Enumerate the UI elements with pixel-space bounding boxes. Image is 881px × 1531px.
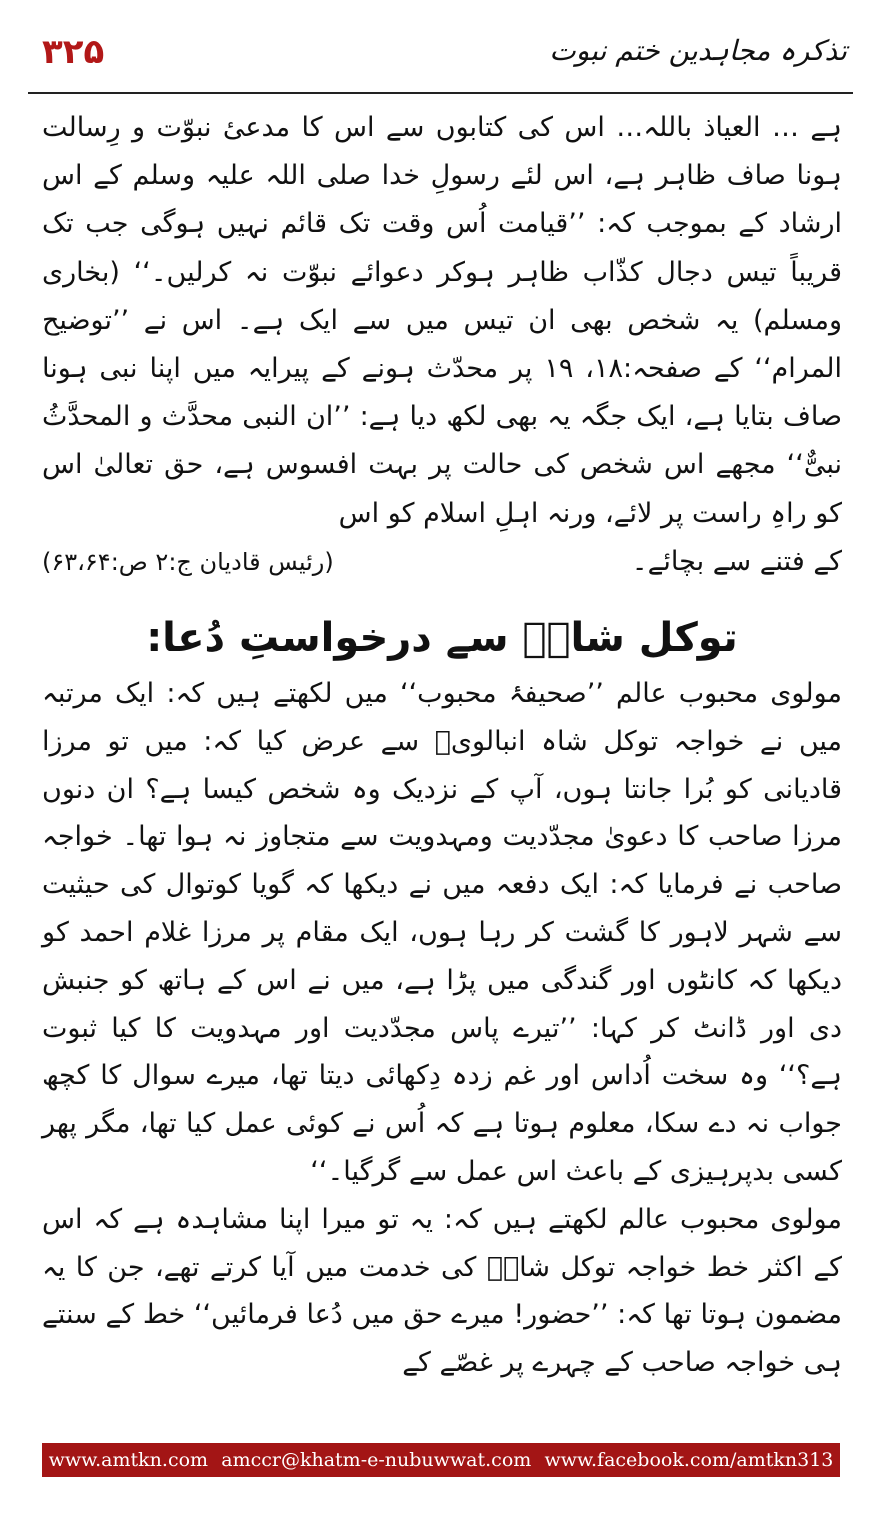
- section-2-paragraph-2: مولوی محبوب عالم لکھتے ہیں کہ: یہ تو میرا اپنا مشاہدہ ہے کہ اس کے اکثر خط خواجہ توکل شاہؒ کی خدمت میں آیا کرتے تھے، جن کا یہ مضمون ہوتا تھا کہ: ’’حضور! میرے حق میں دُعا فرمائیں‘‘ خط کے سنتے ہی خواجہ صاحب کے چہرے پر غصّے کے: [42, 1203, 842, 1379]
- section-1-last-line: کے فتنے سے بچائے۔: [631, 545, 842, 577]
- section-1-body: [42, 104, 842, 586]
- header-divider: [28, 92, 853, 94]
- footer-email-link[interactable]: amccr@khatm-e-nubuwwat.com: [221, 1449, 532, 1471]
- section-1-paragraph: ہے … العیاذ باللہ… اس کی کتابوں سے اس کا مدعیٔ نبوّت و رِسالت ہونا صاف ظاہر ہے، اس لئے رسولِ خدا صلی اللہ علیہ وسلم کے اس ارشاد کے بموجب کہ: ’’قیامت اُس وقت تک قائم نہیں ہوگی جب تک قریباً تیس دجال کذّاب ظاہر ہوکر دعوائے نبوّت نہ کرلیں۔‘‘ (بخاری ومسلم) یہ شخص بھی ان تیس میں سے ایک ہے۔ اس نے ’’توضیح المرام‘‘ کے صفحہ:۱۸، ۱۹ پر محدّث ہونے کے پیرایہ میں اپنا نبی ہونا صاف بتایا ہے، ایک جگہ یہ بھی لکھ دیا ہے: ’’ان النبی محدَّث و المحدَّثُ نبیٌّ‘‘ مجھے اس شخص کی حالت پر بہت افسوس ہے، حق تعالیٰ اس کو راہِ راست پر لائے، ورنہ اہلِ اسلام کو اس: [42, 112, 842, 529]
- footer-website-link[interactable]: www.amtkn.com: [48, 1449, 209, 1471]
- section-2-paragraph-1: مولوی محبوب عالم ’’صحیفۂ محبوب‘‘ میں لکھتے ہیں کہ: ایک مرتبہ میں نے خواجہ توکل شاہ انبالویؒ سے عرض کیا کہ: میں تو مرزا قادیانی کو بُرا جانتا ہوں، آپ کے نزدیک وہ شخص کیسا ہے؟ ان دنوں مرزا صاحب کا دعویٰ مجدّدیت ومہدویت سے متجاوز نہ ہوا تھا۔ خواجہ صاحب نے فرمایا کہ: ایک دفعہ میں نے دیکھا کہ گویا کوتوال کی حیثیت سے شہر لاہور کا گشت کر رہا ہوں، ایک مقام پر مرزا غلام احمد کو دیکھا کہ کانٹوں اور گندگی میں پڑا ہے، میں نے اس کے ہاتھ کو جنبش دی اور ڈانٹ کر کہا: ’’تیرے پاس مجدّدیت اور مہدویت کا کیا ثبوت ہے؟‘‘ وہ سخت اُداس اور غم زدہ دِکھائی دیتا تھا، میرے سوال کا کچھ جواب نہ دے سکا، معلوم ہوتا ہے کہ اُس نے کوئی عمل کیا تھا، مگر پھر کسی بدپرہیزی کے باعث اس عمل سے گرگیا۔‘‘: [42, 678, 842, 1187]
- citation-line: [42, 538, 842, 586]
- page-number: ۳۲۵: [42, 32, 105, 72]
- section-2-body: [42, 670, 842, 1387]
- book-title: تذکرہ مجاہدین ختم نبوت: [549, 34, 847, 67]
- section-heading: توکل شاہؒ سے درخواستِ دُعا:: [146, 615, 738, 661]
- page-header: [28, 28, 853, 92]
- citation-reference: (رئیس قادیان ج:۲ ص:۶۳،۶۴): [42, 547, 334, 576]
- footer-bar: [42, 1443, 840, 1477]
- footer-facebook-link[interactable]: www.facebook.com/amtkn313: [544, 1449, 834, 1471]
